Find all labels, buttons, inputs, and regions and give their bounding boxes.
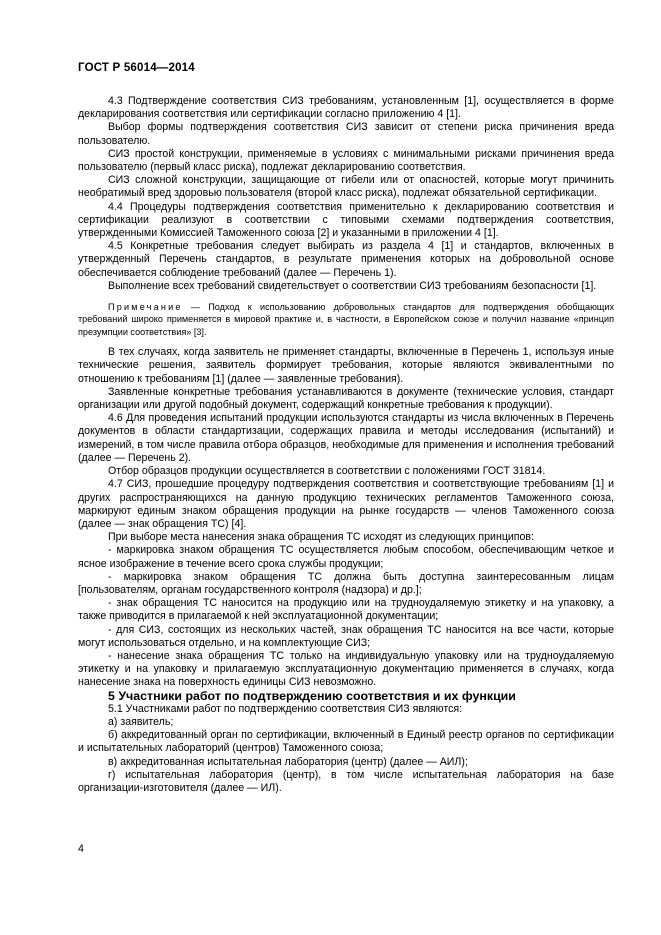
paragraph: При выборе места нанесения знака обращения ТС исходят из следующих принципов: [108, 531, 534, 544]
page-number: 4 [78, 843, 84, 855]
paragraph: 4.3 Подтверждение соответствия СИЗ требованиям, установленным [1], осуществляется в форме декларирования соответствия или сертификации согласно приложению 4 [1]. [78, 95, 614, 121]
paragraph: СИЗ простой конструкции, применяемые в условиях с минимальными рисками причинения вреда пользователю (первый класс риска), подлежат декларированию соответствия. [78, 147, 614, 174]
paragraph: В тех случаях, когда заявитель не применяет стандарты, включенные в Перечень 1, используя иные технические решения, заявитель формирует требования, которые являются эквивалентными по отношению к требованиям [1] (далее — заявленные требования). [78, 346, 614, 385]
list-item: а) заявитель; [108, 715, 174, 728]
paragraph: Отбор образцов продукции осуществляется в соответствии с положениями ГОСТ 31814. [108, 465, 546, 478]
note-text: — Подход к использованию добровольных стандартов для подтверждения обобщающих требований широко применяется в мировой практике и, в частности, в Европейском союзе и получил название «принцип презумпции соответствия» [3]. [78, 302, 614, 337]
paragraph: 4.7 СИЗ, прошедшие процедуру подтверждения соответствия и соответствующие требованиям [1] и других распространяющихся на данную продукцию технических регламентов Таможенного союза, маркируют единым знаком обращения продукции на рынке государств — членов Таможенного союза (далее — знак обращения ТС) [4]. [78, 478, 614, 530]
note [78, 301, 614, 338]
section-heading: 5 Участники работ по подтверждению соответствия и их функции [108, 688, 516, 703]
note-label: Примечание [108, 302, 183, 313]
paragraph: 4.5 Конкретные требования следует выбирать из раздела 4 [1] и стандартов, включенных в утвержденный Перечень стандартов, в результате применения которых на добровольной основе обеспечивается соблюдение требований (далее — Перечень 1). [78, 240, 614, 279]
paragraph: Заявленные конкретные требования устанавливаются в документе (технические условия, стандарт организации или другой подобный документ, содержащий конкретные требования к продукции). [78, 385, 614, 412]
list-item: - маркировка знаком обращения ТС должна быть доступна заинтересованным лицам [пользователям, органам государственного контроля (надзора) и др.]; [78, 570, 614, 596]
list-item: б) аккредитованный орган по сертификации, включенный в Единый реестр органов по сертификации и испытательных лабораторий (центров) Таможенного союза; [78, 729, 614, 755]
paragraph: Выполнение всех требований свидетельствует о соответствии СИЗ требованиям безопасности [1]. [108, 279, 597, 292]
paragraph: 4.6 Для проведения испытаний продукции используются стандарты из числа включенных в Перечень документов в области стандартизации, содержащих правила и методы исследования (испытаний) и измерений, в том числе правила отбора образцов, необходимые для применения и исполнения требований (далее — Перечень 2). [78, 412, 614, 464]
list-item: - для СИЗ, состоящих из нескольких частей, знак обращения ТС наносится на все части, которые могут использоваться отдельно, и на комплектующие СИЗ; [78, 623, 614, 649]
document-header: ГОСТ Р 56014—2014 [78, 62, 195, 74]
list-item: - нанесение знака обращения ТС только на индивидуальную упаковку или на трудноудаляемую этикетку и на упаковку и прилагаемую эксплуатационную документацию применяется в случаях, когда нанесение знака на поверхность единицы СИЗ невозможно. [78, 649, 614, 689]
list-item: в) аккредитованная испытательная лаборатория (центр) (далее — АИЛ); [108, 755, 468, 768]
list-item: - знак обращения ТС наносится на продукцию или на трудноудаляемую этикетку и на упаковку, а также приводится в прилагаемой к ней эксплуатационной документации; [78, 597, 614, 623]
list-item: - маркировка знаком обращения ТС осуществляется любым способом, обеспечивающим четкое и ясное изображение в течение всего срока службы продукции; [78, 544, 614, 570]
paragraph: 4.4 Процедуры подтверждения соответствия применительно к декларированию соответствия и сертификации реализуют в соответствии с типовыми схемами подтверждения соответствия, утвержденными Комиссией Таможенного союза [2] и указанными в приложении 4 [1]. [78, 200, 614, 240]
paragraph: Выбор формы подтверждения соответствия СИЗ зависит от степени риска причинения вреда пользователю. [78, 121, 614, 147]
paragraph: 5.1 Участниками работ по подтверждению соответствия СИЗ являются: [108, 702, 463, 715]
list-item: г) испытательная лаборатория (центр), в том числе испытательная лаборатория на базе организации-изготовителя (далее — ИЛ). [78, 768, 614, 794]
document-body [78, 95, 614, 795]
paragraph: СИЗ сложной конструкции, защищающие от гибели или от опасностей, которые могут причинить необратимый вред здоровью пользователя (второй класс риска), подлежат обязательной сертификации. [78, 174, 614, 200]
